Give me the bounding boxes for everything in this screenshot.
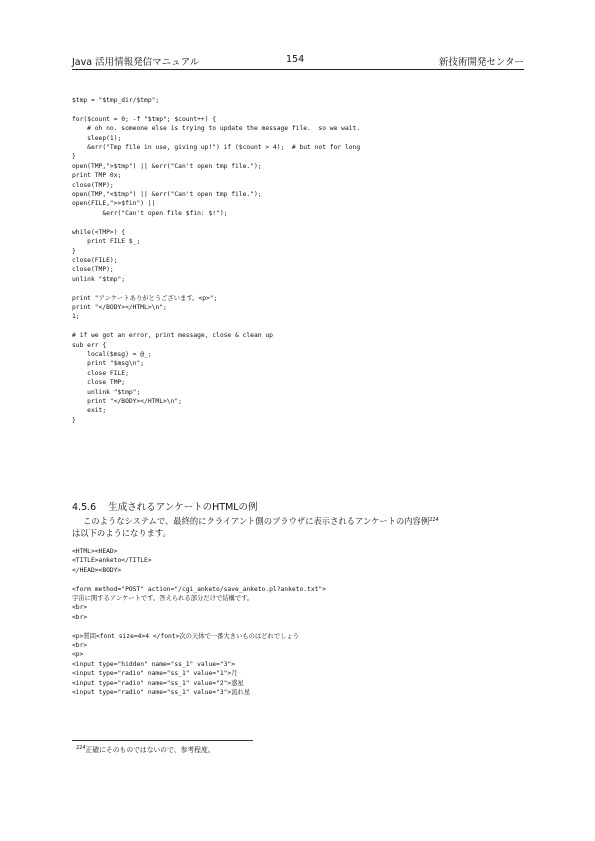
code-line: } [72, 153, 76, 161]
code-line: print TMP 0x; [72, 172, 122, 180]
code-line: <input type="hidden" name="ss_1" value="3"> [72, 660, 236, 668]
footnote-rule [72, 740, 253, 741]
code-line: <br> [72, 604, 88, 612]
code-line: unlink "$tmp"; [72, 388, 141, 396]
footnote-text: 正確にそのものではないので、参考程度。 [85, 746, 215, 754]
html-code-block [72, 547, 326, 698]
code-line: <input type="radio" name="ss_1" value="2">惑星 [72, 679, 244, 687]
code-line: print "</BODY></HTML>\n"; [72, 398, 182, 405]
code-line: <HTML><HEAD> [72, 548, 118, 555]
page-header [72, 54, 524, 68]
header-page-number: 154 [286, 54, 305, 65]
code-line: exit; [72, 407, 107, 415]
header-document-title: Java 活用情報発信マニュアル [72, 57, 200, 68]
code-line: sleep(1); [72, 134, 122, 142]
code-line: $tmp = "$tmp_dir/$tmp"; [72, 97, 160, 104]
code-line: # oh no. someone else is trying to update the message file. so we wait. [72, 125, 361, 133]
footnote-mark: 224 [76, 745, 86, 751]
header-organization: 新技術開発センター [438, 57, 524, 68]
code-line: open(TMP,"<$tmp") || &err("Can't open tmp file."); [72, 191, 262, 199]
code-line: open(TMP,">$tmp") || &err("Can't open tmp file."); [72, 162, 262, 170]
header-rule [72, 69, 524, 70]
code-line: <br> [72, 642, 88, 650]
code-line: close(TMP); [72, 181, 114, 189]
code-line: close(TMP); [72, 266, 114, 274]
code-line: <input type="radio" name="ss_1" value="3">流れ星 [72, 689, 251, 697]
code-line: <TITLE>anketo</TITLE> [72, 557, 152, 565]
code-line: unlink "$tmp"; [72, 275, 126, 283]
code-line: &err("Tmp file in use, giving up!") if ($count > 4); # but not for long [72, 144, 361, 152]
code-line: # if we got an error, print message, close & clean up [72, 332, 273, 340]
footnote [76, 744, 215, 754]
code-line: <p> [72, 651, 84, 659]
code-line: local($msg) = @_; [72, 350, 152, 358]
code-line: } [72, 247, 76, 255]
code-line: <p>質問<font size=4>4 </font>次の天体で一番大きいものはどれでしょう [72, 632, 300, 640]
code-line: sub err { [72, 341, 107, 349]
body-paragraph [72, 515, 528, 539]
code-line: print FILE $_; [72, 238, 141, 246]
code-line: open(FILE,">>$fin") || [72, 200, 156, 208]
code-line: <input type="radio" name="ss_1" value="1">月 [72, 670, 238, 678]
perl-code-block [72, 96, 360, 425]
paragraph-line-1: このようなシステムで、最終的にクライアント側のブラウザに表示されるアンケートの内容例 [83, 516, 430, 526]
code-line: close TMP; [72, 379, 126, 387]
code-line: while(<TMP>) { [72, 228, 126, 236]
code-line: for($count = 0; -f "$tmp"; $count++) { [72, 115, 217, 123]
code-line: &err("Can't open file $fin: $!"); [72, 209, 228, 217]
code-line: } [72, 416, 76, 424]
code-line: print "$msg\n"; [72, 360, 145, 368]
code-line: print "</BODY></HTML>\n"; [72, 303, 167, 311]
code-line: <br> [72, 613, 88, 621]
section-number: 4.5.6 [72, 502, 97, 513]
paragraph-line-2: は以下のようになります。 [72, 527, 171, 538]
section-title: 生成されるアンケートのHTMLの例 [108, 502, 258, 513]
code-line: close(FILE); [72, 256, 118, 264]
code-line: print "アンケートありがとうございます。<p>"; [72, 294, 218, 302]
section-heading [72, 499, 258, 513]
code-line: 宇宙に関するアンケートです。答えられる部分だけで結構です。 [72, 595, 254, 603]
footnote-reference: 224 [429, 517, 439, 523]
code-line: close FILE; [72, 369, 129, 377]
code-line: </HEAD><BODY> [72, 566, 122, 574]
code-line: 1; [72, 313, 80, 321]
code-line: <form method="POST" action="/cgi_anketo/save_anketo.pl?anketo.txt"> [72, 585, 327, 593]
